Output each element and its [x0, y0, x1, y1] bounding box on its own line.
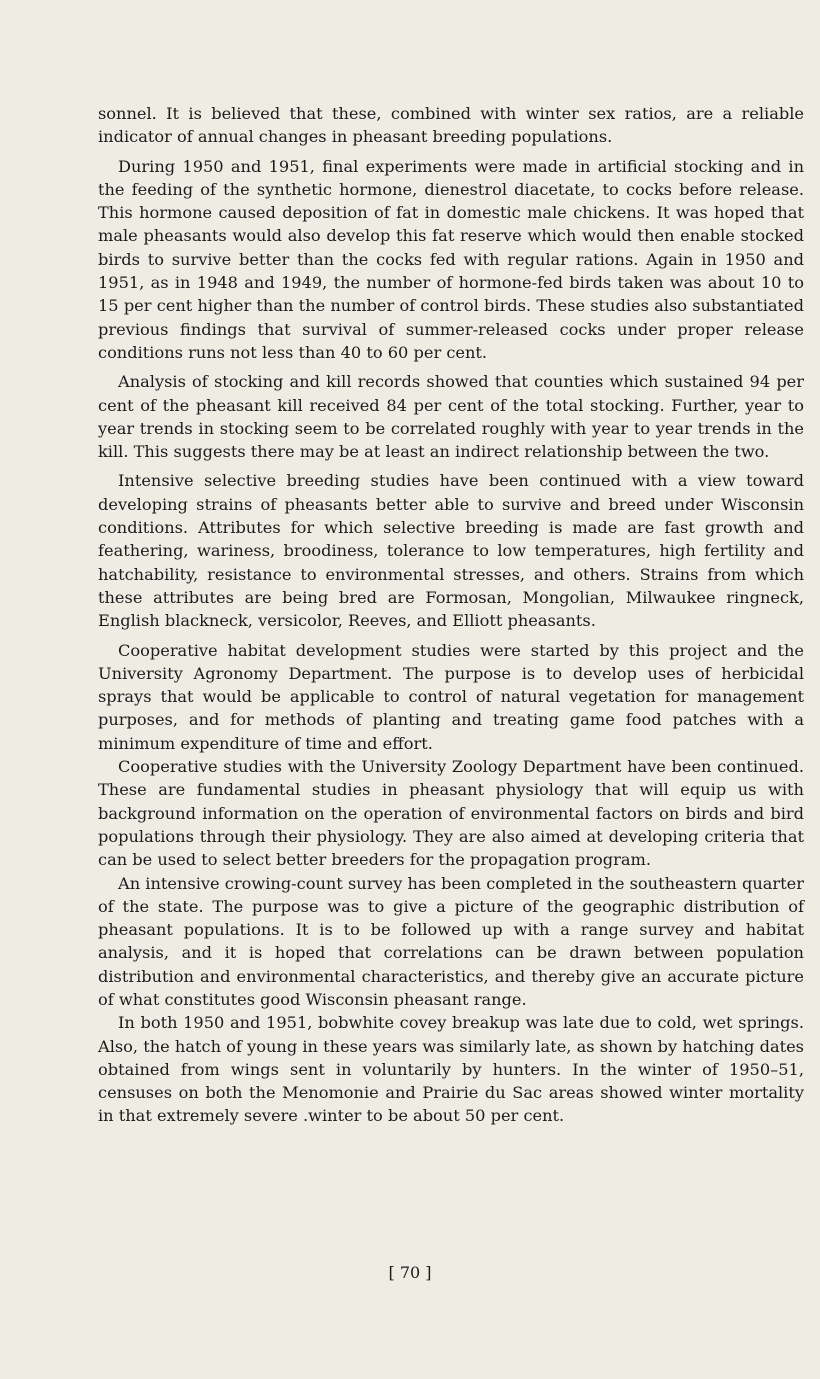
paragraph-continuation: sonnel. It is believed that these, combined with winter sex ratios, are a reliable indicator of annual changes in pheasant breeding populations.: [98, 104, 804, 147]
paragraph-stocking-analysis: Analysis of stocking and kill records showed that counties which sustained 94 per cent of the pheasant kill received 84 per cent of the total stocking. Further, year to year trends in stocking seem to be correlated roughly with year to year trends in the kill. This suggests there may be at least an indirect relationship between the two.: [98, 372, 804, 462]
paragraph-bobwhite: In both 1950 and 1951, bobwhite covey breakup was late due to cold, wet springs. Also, the hatch of young in these years was similarly late, as shown by hatching dates obtained from wings sent in voluntarily by hunters. In the winter of 1950–51, censuses on both the Menomonie and Prairie du Sac areas showed winter mortality in that extremely severe .winter to be about 50 per cent.: [98, 1013, 804, 1126]
paragraph-hormone-experiments: During 1950 and 1951, final experiments were made in artificial stocking and in the feeding of the synthetic hormone, dienestrol diacetate, to cocks before release. This hormone caused deposition of fat in domestic male chickens. It was hoped that male pheasants would also develop this fat reserve which would then enable stocked birds to survive better than the cocks fed with regular rations. Again in 1950 and 1951, as in 1948 and 1949, the number of hormone-fed birds taken was about 10 to 15 per cent higher than the number of control birds. These studies also substantiated previous findings that survival of summer-released cocks under proper release conditions runs not less than 40 to 60 per cent.: [98, 156, 804, 362]
paragraph-selective-breeding: Intensive selective breeding studies have been continued with a view toward developing strains of pheasants better able to survive and breed under Wisconsin conditions. Attributes for which selective breeding is made are fast growth and feathering, wariness, broodiness, tolerance to low temperatures, high fertility and hatchability, resistance to environmental stresses, and others. Strains from which these attributes are being bred are Formosan, Mongolian, Milwaukee ringneck, English blackneck, versicolor, Reeves, and Elliott pheasants.: [98, 471, 804, 631]
page-number: [ 70 ]: [388, 1263, 432, 1282]
paragraph-zoology-studies: Cooperative studies with the University Zoology Department have been continued. These are fundamental studies in pheasant physiology that will equip us with background information on the operation of environmental factors on birds and bird populations through their physiology. They are also aimed at developing criteria that can be used to select better breeders for the propagation program.: [98, 757, 804, 870]
paragraph-habitat-development: Cooperative habitat development studies were started by this project and the University Agronomy Department. The purpose is to develop uses of herbicidal sprays that would be applicable to control of natural vegetation for management purposes, and for methods of planting and treating game food patches with a minimum expenditure of time and effort.: [98, 640, 804, 753]
body-text: [98, 102, 804, 1128]
paragraph-crowing-count: An intensive crowing-count survey has been completed in the southeastern quarter of the state. The purpose was to give a picture of the geographic distribution of pheasant populations. It is to be followed up with a range survey and habitat analysis, and it is hoped that correlations can be drawn between population distribution and environmental characteristics, and thereby give an accurate picture of what constitutes good Wisconsin pheasant range.: [98, 873, 804, 1009]
